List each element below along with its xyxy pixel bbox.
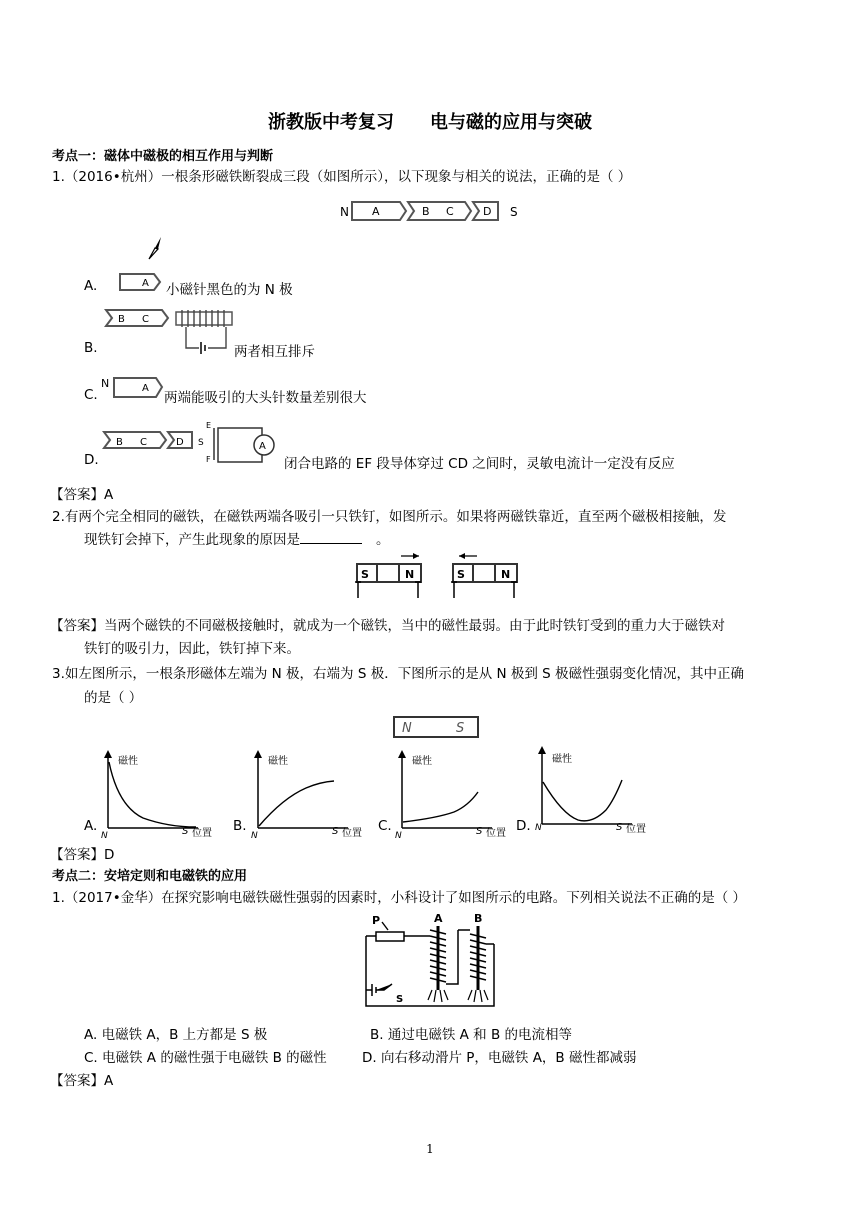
- q1-option-b-label: B.: [84, 340, 98, 356]
- svg-text:A: A: [142, 383, 149, 394]
- svg-text:S: S: [198, 438, 204, 448]
- q1-stem: 1.（2016•杭州）一根条形磁铁断裂成三段（如图所示），以下现象与相关的说法，正确的是（ ）: [52, 169, 632, 185]
- q3-graph-c: [392, 748, 514, 838]
- q1-option-a-text: 小磁针黑色的为 N 极: [166, 282, 293, 298]
- magnet-segment-bc: [408, 202, 471, 220]
- svg-text:磁性: 磁性: [412, 756, 432, 767]
- svg-text:N: N: [405, 568, 415, 581]
- section2-heading: 考点二：安培定则和电磁铁的应用: [52, 869, 248, 884]
- svg-text:N: N: [101, 831, 108, 838]
- svg-text:位置: 位置: [342, 828, 362, 838]
- q3-answer: 【答案】D: [50, 847, 115, 863]
- svg-text:N: N: [251, 831, 258, 838]
- svg-text:P: P: [372, 914, 381, 927]
- q1-option-d-label: D.: [84, 452, 99, 468]
- svg-text:B: B: [474, 912, 483, 925]
- q1-option-d-text: 闭合电路的 EF 段导体穿过 CD 之间时，灵敏电流计一定没有反应: [284, 456, 675, 472]
- svg-text:S: S: [361, 568, 369, 581]
- electromagnet-circuit-figure: [358, 910, 508, 1016]
- svg-text:D: D: [176, 437, 184, 448]
- magnet-label-n: N: [340, 205, 349, 219]
- s2-q1-option-c: C. 电磁铁 A 的磁性强于电磁铁 B 的磁性: [84, 1050, 327, 1066]
- q3-option-a-label: A.: [84, 818, 98, 834]
- s2-q1-option-d: D. 向右移动滑片 P，电磁铁 A，B 磁性都减弱: [362, 1050, 637, 1066]
- q2-stem-line1: 2.有两个完全相同的磁铁，在磁铁两端各吸引一只铁钉，如图所示。如果将两磁铁靠近，直至两个磁极相接触，发: [52, 509, 727, 525]
- svg-text:位置: 位置: [626, 824, 646, 834]
- svg-text:N: N: [395, 831, 402, 838]
- page-number: 1: [426, 1142, 434, 1156]
- svg-text:磁性: 磁性: [268, 756, 288, 767]
- svg-text:B: B: [116, 437, 123, 448]
- svg-text:A: A: [259, 441, 266, 452]
- q3-stem-line2: 的是（ ）: [84, 690, 143, 706]
- svg-text:位置: 位置: [192, 828, 212, 838]
- magnet-label-d: D: [483, 205, 492, 218]
- q1-option-b-text: 两者相互排斥: [234, 344, 315, 360]
- q3-stem-line1: 3.如左图所示，一根条形磁体左端为 N 极，右端为 S 极．下图所示的是从 N 极到 S 极磁性强弱变化情况，其中正确: [52, 666, 745, 682]
- page-title: [0, 108, 860, 134]
- magnet-label-b: B: [422, 205, 430, 218]
- magnet-label-a: A: [372, 205, 380, 218]
- svg-text:N: N: [535, 823, 542, 833]
- svg-text:位置: 位置: [486, 828, 506, 838]
- svg-text:N: N: [101, 377, 110, 390]
- q1-answer: 【答案】A: [50, 487, 114, 503]
- bar-magnet-figure: [392, 715, 480, 739]
- svg-text:F: F: [206, 455, 211, 464]
- svg-text:磁性: 磁性: [552, 754, 572, 765]
- broken-magnet-figure: [338, 199, 524, 223]
- q3-graph-b: [248, 748, 370, 838]
- q3-graph-d: [532, 744, 654, 834]
- q1-option-c-label: C.: [84, 387, 98, 403]
- svg-text:A: A: [142, 278, 149, 289]
- q2-stem-line2: 现铁钉会掉下，产生此现象的原因是 。: [84, 532, 390, 548]
- svg-text:A: A: [434, 912, 443, 925]
- q3-option-c-label: C.: [378, 818, 392, 834]
- q3-option-b-label: B.: [233, 818, 247, 834]
- title-part1: 浙教版中考复习: [268, 112, 394, 133]
- magnet-label-c: C: [446, 205, 454, 218]
- s2-q1-option-b: B. 通过电磁铁 A 和 B 的电流相等: [370, 1027, 573, 1043]
- compass-needle-icon: [146, 236, 166, 260]
- svg-text:S: S: [456, 721, 465, 736]
- svg-text:C: C: [142, 314, 149, 325]
- svg-text:S: S: [182, 826, 189, 837]
- answer-blank[interactable]: [300, 531, 362, 544]
- q1-option-d-figure: [102, 418, 282, 466]
- two-magnets-figure: [355, 552, 525, 602]
- q1-option-a-figure: [118, 272, 162, 292]
- q1-option-b-figure: [104, 308, 234, 354]
- svg-text:磁性: 磁性: [118, 756, 138, 767]
- svg-text:B: B: [118, 314, 125, 325]
- title-part2: 电与磁的应用与突破: [430, 112, 592, 133]
- svg-text:S: S: [457, 568, 465, 581]
- svg-text:S: S: [396, 994, 404, 1005]
- q1-option-a-label: A.: [84, 278, 98, 294]
- s2-q1-option-a: A. 电磁铁 A，B 上方都是 S 极: [84, 1027, 268, 1043]
- q3-option-d-label: D.: [516, 818, 531, 834]
- svg-text:S: S: [616, 822, 623, 833]
- svg-text:E: E: [206, 421, 212, 430]
- q1-option-c-figure: [100, 375, 164, 401]
- section1-heading: 考点一：磁体中磁极的相互作用与判断: [52, 149, 274, 164]
- q2-answer-line1: 【答案】当两个磁铁的不同磁极接触时，就成为一个磁铁，当中的磁性最弱。由于此时铁钉受到的重力大于磁铁对: [50, 618, 725, 634]
- magnet-label-s: S: [510, 205, 518, 219]
- svg-text:S: S: [332, 826, 339, 837]
- s2-q1-answer: 【答案】A: [50, 1073, 114, 1089]
- svg-text:N: N: [402, 721, 412, 736]
- svg-text:N: N: [501, 568, 511, 581]
- q1-option-c-text: 两端能吸引的大头针数量差别很大: [164, 390, 367, 406]
- s2-q1-stem: 1.（2017•金华）在探究影响电磁铁磁性强弱的因素时，小科设计了如图所示的电路。下列相关说法不正确的是（ ）: [52, 890, 746, 906]
- q3-graph-a: [98, 748, 220, 838]
- svg-text:C: C: [140, 437, 147, 448]
- svg-text:S: S: [476, 826, 483, 837]
- q2-answer-line2: 铁钉的吸引力，因此，铁钉掉下来。: [84, 641, 300, 657]
